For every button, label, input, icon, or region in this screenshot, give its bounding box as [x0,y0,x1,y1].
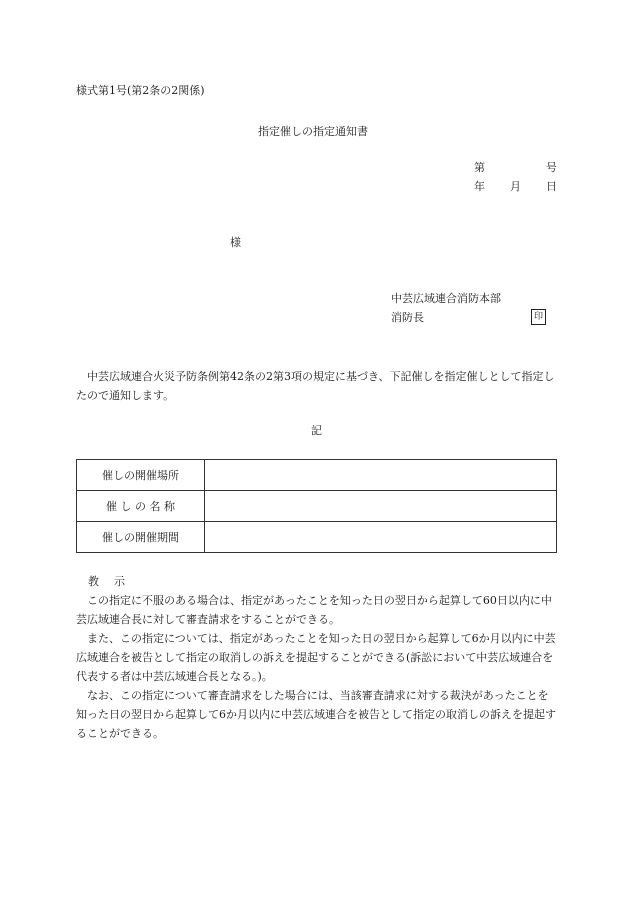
row-label-venue: 催しの開催場所 [77,460,205,491]
sender-title: 消防長 [391,311,424,324]
table-row [77,522,557,553]
form-reference: 様式第1号(第2条の2関係) [76,84,205,97]
sender-organization: 中芸広域連合消防本部 [391,292,501,305]
row-label-period: 催しの開催期間 [77,522,205,553]
document-title: 指定催しの指定通知書 [258,125,368,138]
designation-table [76,459,557,553]
row-value-period [205,522,557,553]
instruction-heading: 教 示 [88,575,127,588]
date-year: 年 [474,180,485,193]
instruction-paragraph-2: また、この指定については、指定があったことを知った日の翌日から起算して6か月以内に中芸広域連合を被告として指定の取消しの訴えを提起することができる(訴訟において中芸広域連合を代表する者は中芸広域連合長となる。)。 [76,632,556,683]
seal-mark: 印 [531,309,546,325]
number-suffix: 号 [546,161,557,174]
table-row [77,460,557,491]
date-month: 月 [510,180,521,193]
table-row [77,491,557,522]
row-label-event-name: 催 し の 名 称 [77,491,205,522]
instruction-paragraph-3: なお、この指定について審査請求をした場合には、当該審査請求に対する裁決があったことを知った日の翌日から起算して6か月以内に中芸広域連合を被告として指定の取消しの訴えを提起することができる。 [76,689,556,740]
row-value-event-name [205,491,557,522]
addressee-honorific: 様 [230,236,241,249]
notice-paragraph: 中芸広域連合火災予防条例第42条の2第3項の規定に基づき、下記催しを指定催しとして指定したので通知します。 [76,370,555,402]
date-day: 日 [546,180,557,193]
row-value-venue [205,460,557,491]
number-prefix: 第 [474,161,485,174]
instruction-paragraph-1: この指定に不服のある場合は、指定があったことを知った日の翌日から起算して60日以内に中芸広域連合長に対して審査請求をすることができる。 [76,594,552,626]
ki-heading: 記 [311,424,322,437]
